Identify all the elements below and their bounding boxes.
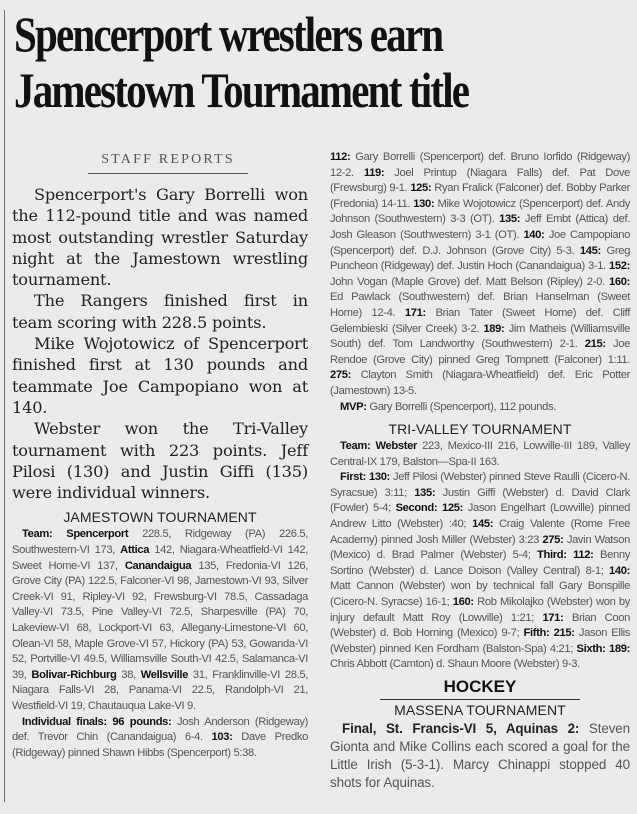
place-weight: First: 130: [340, 471, 390, 484]
place-weight: 135: [414, 486, 436, 499]
massena-heading: MASSENA TOURNAMENT [394, 702, 566, 718]
hockey-heading: HOCKEY [380, 677, 580, 700]
weight-class: 103: [211, 731, 233, 744]
team-name: Spencerport [66, 528, 129, 541]
bout-result: Joe Campopiano (Spencerport) def. D.J. Johnson (Grove City) 5-3. [330, 228, 630, 257]
bout-result: Jason Engelhart (Lowville) pinned Andrew Litto (Webster) :40; [330, 502, 630, 531]
team-scores-text: 31, Franklinville-VI 28.5, Niagara Falls-VI 28, Panama-VI 22.5, Randolph-VI 21, Westfield-VI 19, Chautauqua Lake-VI 9. [12, 668, 308, 712]
bout-result: Jeff Pilosi (Webster) pinned Steve Raulli (Cicero-N. Syracsue) 3:11; [330, 471, 630, 499]
story-paragraph: The Rangers finished first in team scoring with 228.5 points. [12, 291, 308, 332]
bout-result: Joel Printup (Niagara Falls) def. Pat Dove (Frewsburg) 9-1. [330, 166, 630, 195]
weight-class: 215: [584, 338, 606, 351]
finals-label: Individual finals: [22, 715, 107, 728]
mvp-text: Gary Borrelli (Spencerport), 112 pounds. [366, 400, 556, 413]
weight-class: 160: [609, 275, 630, 288]
place-weight: Second: 125: [395, 502, 463, 515]
weight-class: 125: [410, 182, 432, 195]
place-weight: Sixth: 189: [576, 642, 631, 655]
team-name: Bolivar-Richburg [31, 668, 117, 681]
team-scores-text: 142, Niagara-Wheatfield-VI 142, Sweet Home-VI 137, [12, 544, 308, 572]
column-rule [4, 10, 5, 802]
weight-class: 171: [404, 306, 426, 319]
bout-result: Matt Cannon (Webster) won by technical fall Gary Bonspille (Cicero-N. Syracse) 16-1; [330, 580, 630, 609]
weight-class: 145: [579, 244, 601, 257]
bout-result: Chris Abbott (Camton) d. Shaun Moore (Webster) 9-3. [330, 658, 580, 671]
byline: STAFF REPORTS [88, 152, 248, 174]
left-column [12, 150, 308, 761]
bout-result: Mike Wojotowicz (Spencerport) def. Andy Johnson (Southwestern) 3-3 (OT). [330, 197, 630, 226]
hockey-result-text: Steven Gionta and Mike Collins each scored a goal for the Little Irish (5-3-1). Marcy Chinappi stopped 40 shots for Aquinas. [330, 721, 630, 790]
bout-result: Justin Giffi (Webster) d. David Clark (Fowler) 5-4; [330, 486, 631, 515]
trivalley-results [330, 470, 630, 673]
trivalley-team-scores [330, 439, 630, 470]
weight-class: 112: [330, 151, 351, 163]
team-scores-text: 38, [116, 668, 141, 681]
weight-class: 140: [523, 228, 545, 241]
team-name: Attica [120, 544, 150, 557]
right-column [330, 150, 630, 792]
bout-result: Brian Tater (Sweet Home) def. Cliff Gelembieski (Silver Creek) 3-2. [330, 306, 630, 335]
story-paragraph: Spencerport's Gary Borrelli won the 112-pound title and was named most outstanding wrestler Saturday night at the Jamestown wrestling tournament. [12, 185, 308, 290]
weight-class: 275: [330, 369, 351, 382]
headline [14, 6, 522, 118]
bout-result: Rob Mikolajko (Webster) won by injury default Matt Roy (Lowville) 1:21; [330, 596, 630, 624]
bout-result: John Vogan (Maple Grove) def. Matt Belson (Ripley) 2-0. [330, 275, 609, 288]
headline-line-2: Jamestown Tournament title [14, 62, 469, 118]
bout-result: Benny Sortino (Webster) d. Lance Doison (Valley Central) 8-1; [330, 549, 630, 577]
story-body [12, 184, 308, 503]
bout-result: Dave Predko (Ridgeway) pinned Shawn Hibbs (Spencerport) 5:38. [12, 731, 308, 759]
bout-result: Brian Coon (Webster) d. Bob Horning (Mexico) 9-7; [330, 611, 631, 640]
bout-result: Jeff Embt (Attica) def. Josh Gleason (Southwestern) 3-1 (OT). [330, 213, 630, 241]
team-name: Canandaigua [124, 559, 192, 572]
weight-class: 119: [363, 166, 385, 179]
weight-class: 135: [499, 213, 521, 226]
place-weight: Fifth: 215: [523, 627, 575, 640]
team-name: Wellsville [140, 668, 189, 681]
place-weight: 171: [542, 611, 564, 624]
team-scores-text: 228.5, Ridgeway (PA) 226.5, Southwestern-VI 173, [12, 528, 308, 557]
weight-class: 130: [413, 197, 435, 210]
jamestown-team-scores [12, 527, 308, 714]
team-scores-text: 135, Fredonia-VI 126, Grove City (PA) 122.5, Falconer-VI 98, Jamestown-VI 93, Silver Creek-VI 91, Ripley-VI 92, Frewsburg-VI 78.5, Cassadaga Valley-VI 73.5, Pine Valley-VI 72.5, Sharpesville (PA) 70, Lakeview-VI 68, Lockport-VI 63, Allegany-Limestone-VI 60, Olean-VI 58, Maple Grove-VI 57, Hickory (PA) 53, Gowanda-VI 52, Portville-VI 49.5, Williamsville South-VI 42.5, Salamanca-VI 39, [12, 559, 308, 681]
bout-result: Ryan Fralick (Falconer) def. Bobby Parker (Fredonia) 14-11. [330, 182, 631, 210]
place-weight: Third: 112: [537, 549, 594, 562]
bout-result: Clayton Smith (Niagara-Wheatfield) def. Eric Potter (Jamestown) 13-5. [330, 369, 630, 397]
bout-result: Craig Valente (Rome Free Academy) pinned Josh Miller (Webster) 3:23 [330, 518, 630, 546]
jamestown-heading: JAMESTOWN TOURNAMENT [63, 509, 257, 526]
story-paragraph: Webster won the Tri-Valley tournament with 223 points. Jeff Pilosi (130) and Justin Giffi (135) were individual winners. [12, 419, 308, 503]
headline-line-1: Spencerport wrestlers earn [14, 6, 443, 62]
place-weight: 160: [452, 596, 474, 609]
team-scores-text: 223, Mexico-III 216, Lowville-III 189, Valley Central-IX 179, Balston—Spa-II 163. [330, 440, 630, 468]
trivalley-heading: TRI-VALLEY TOURNAMENT [388, 421, 572, 438]
bout-result: Gary Borrelli (Spencerport) def. Bruno Iorfido (Ridgeway) 12-2. [330, 151, 630, 179]
weight-class: 152: [609, 260, 630, 273]
bout-result: Ed Pawlack (Southwestern) def. Brian Hanselman (Sweet Home) 12-4. [330, 291, 630, 319]
jamestown-finals-continued [330, 150, 630, 400]
weight-class: 189: [483, 322, 505, 335]
jamestown-finals-start [12, 715, 308, 762]
bout-result: Greg Puncheon (Ridgeway) def. Justin Hoch (Canandaigua) 3-1. [330, 244, 631, 273]
story-paragraph: Mike Wojotowicz of Spencerport finished first at 130 pounds and teammate Joe Campopiano won at 140. [12, 334, 308, 417]
team-label: Team: Webster [340, 440, 417, 453]
mvp-label: MVP: [340, 400, 367, 413]
weight-class: 96 pounds: [112, 715, 172, 728]
bout-result: Josh Anderson (Ridgeway) def. Trevor Chin (Canandaigua) 6-4. [12, 715, 309, 744]
place-weight: 145: [472, 518, 494, 531]
place-weight: 140: [609, 564, 630, 577]
team-label: Team: [22, 528, 53, 541]
hockey-result [330, 720, 630, 792]
bout-result: Joe Rendoe (Grove City) pinned Greg Tompnett (Falconer) 1:11. [330, 338, 630, 366]
place-weight: 275: [542, 533, 564, 546]
bout-result: Jason Ellis (Webster) pinned Ken Fordham (Balston-Spa) 4:21; [330, 627, 630, 655]
mvp-line [330, 400, 630, 416]
bout-result: Javin Watson (Mexico) d. Brad Palmer (Webster) 5-4; [330, 533, 630, 562]
bout-result: Jim Matheis (Williamsville South) def. Tom Landworthy (Southwestern) 2-1. [330, 322, 630, 351]
hockey-result-label: Final, St. Francis-VI 5, Aquinas 2: [342, 721, 580, 736]
